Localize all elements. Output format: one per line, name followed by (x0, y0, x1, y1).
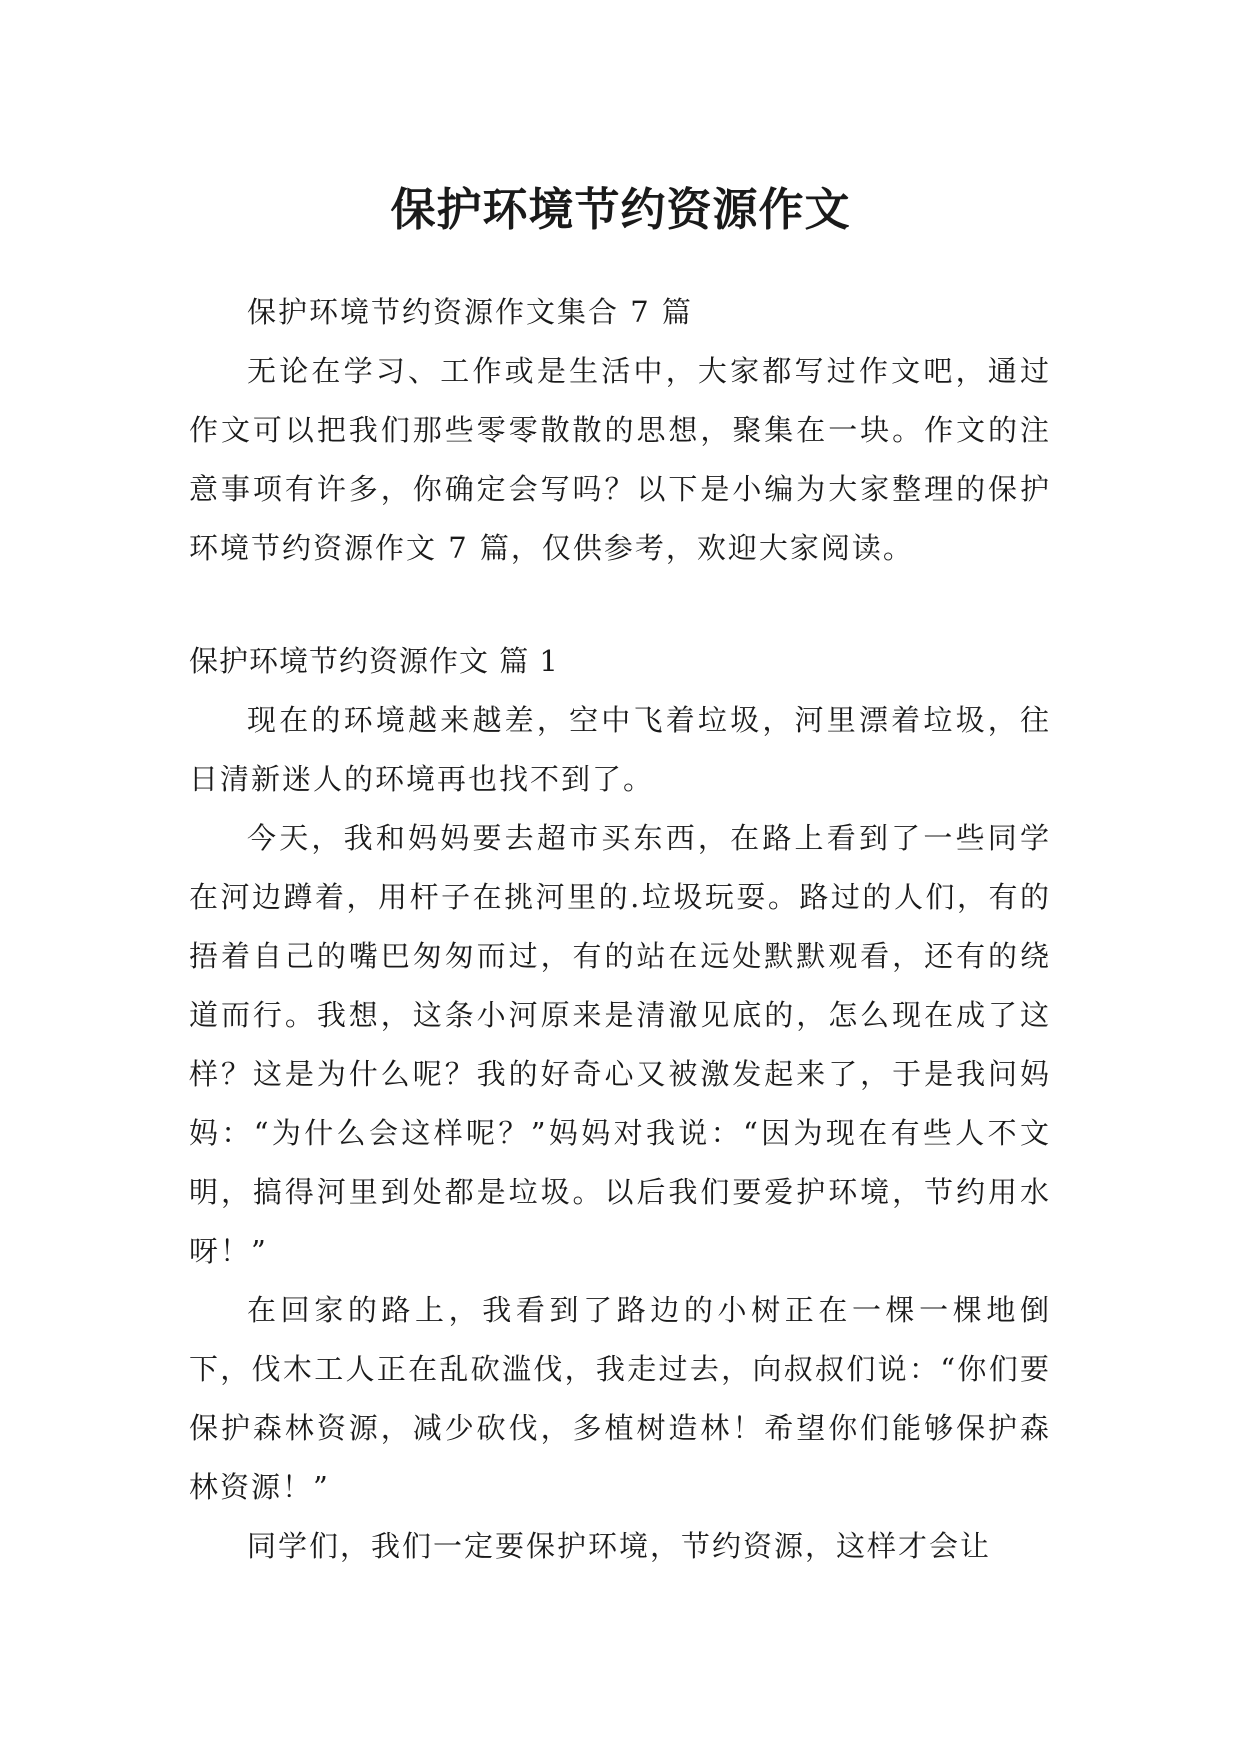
document-body (189, 283, 1051, 1576)
document-subtitle: 保护环境节约资源作文集合 7 篇 (247, 295, 693, 329)
body-paragraph-2: 今天，我和妈妈要去超市买东西，在路上看到了一些同学在河边蹲着，用杆子在挑河里的.垃圾玩耍。路过的人们，有的捂着自己的嘴巴匆匆而过，有的站在远处默默观看，还有的绕道而行。我想，这条小河原来是清澈见底的，怎么现在成了这样？这是为什么呢？我的好奇心又被激发起来了，于是我问妈妈：“为什么会这样呢？”妈妈对我说：“因为现在有些人不文明，搞得河里到处都是垃圾。以后我们要爱护环境，节约用水呀！” (189, 821, 1051, 1268)
intro-paragraph: 无论在学习、工作或是生活中，大家都写过作文吧，通过作文可以把我们那些零零散散的思想，聚集在一块。作文的注意事项有许多，你确定会写吗？以下是小编为大家整理的保护环境节约资源作文 7 篇，仅供参考，欢迎大家阅读。 (189, 354, 1051, 565)
section-heading: 保护环境节约资源作文 篇 1 (189, 644, 559, 678)
document-title: 保护环境节约资源作文 (390, 183, 851, 237)
body-paragraph-4: 同学们，我们一定要保护环境，节约资源，这样才会让 (247, 1529, 992, 1563)
body-paragraph-3: 在回家的路上，我看到了路边的小树正在一棵一棵地倒下，伐木工人正在乱砍滥伐，我走过去，向叔叔们说：“你们要保护森林资源，减少砍伐，多植树造林！希望你们能够保护森林资源！” (189, 1293, 1051, 1504)
body-paragraph-1: 现在的环境越来越差，空中飞着垃圾，河里漂着垃圾，往日清新迷人的环境再也找不到了。 (189, 703, 1051, 796)
